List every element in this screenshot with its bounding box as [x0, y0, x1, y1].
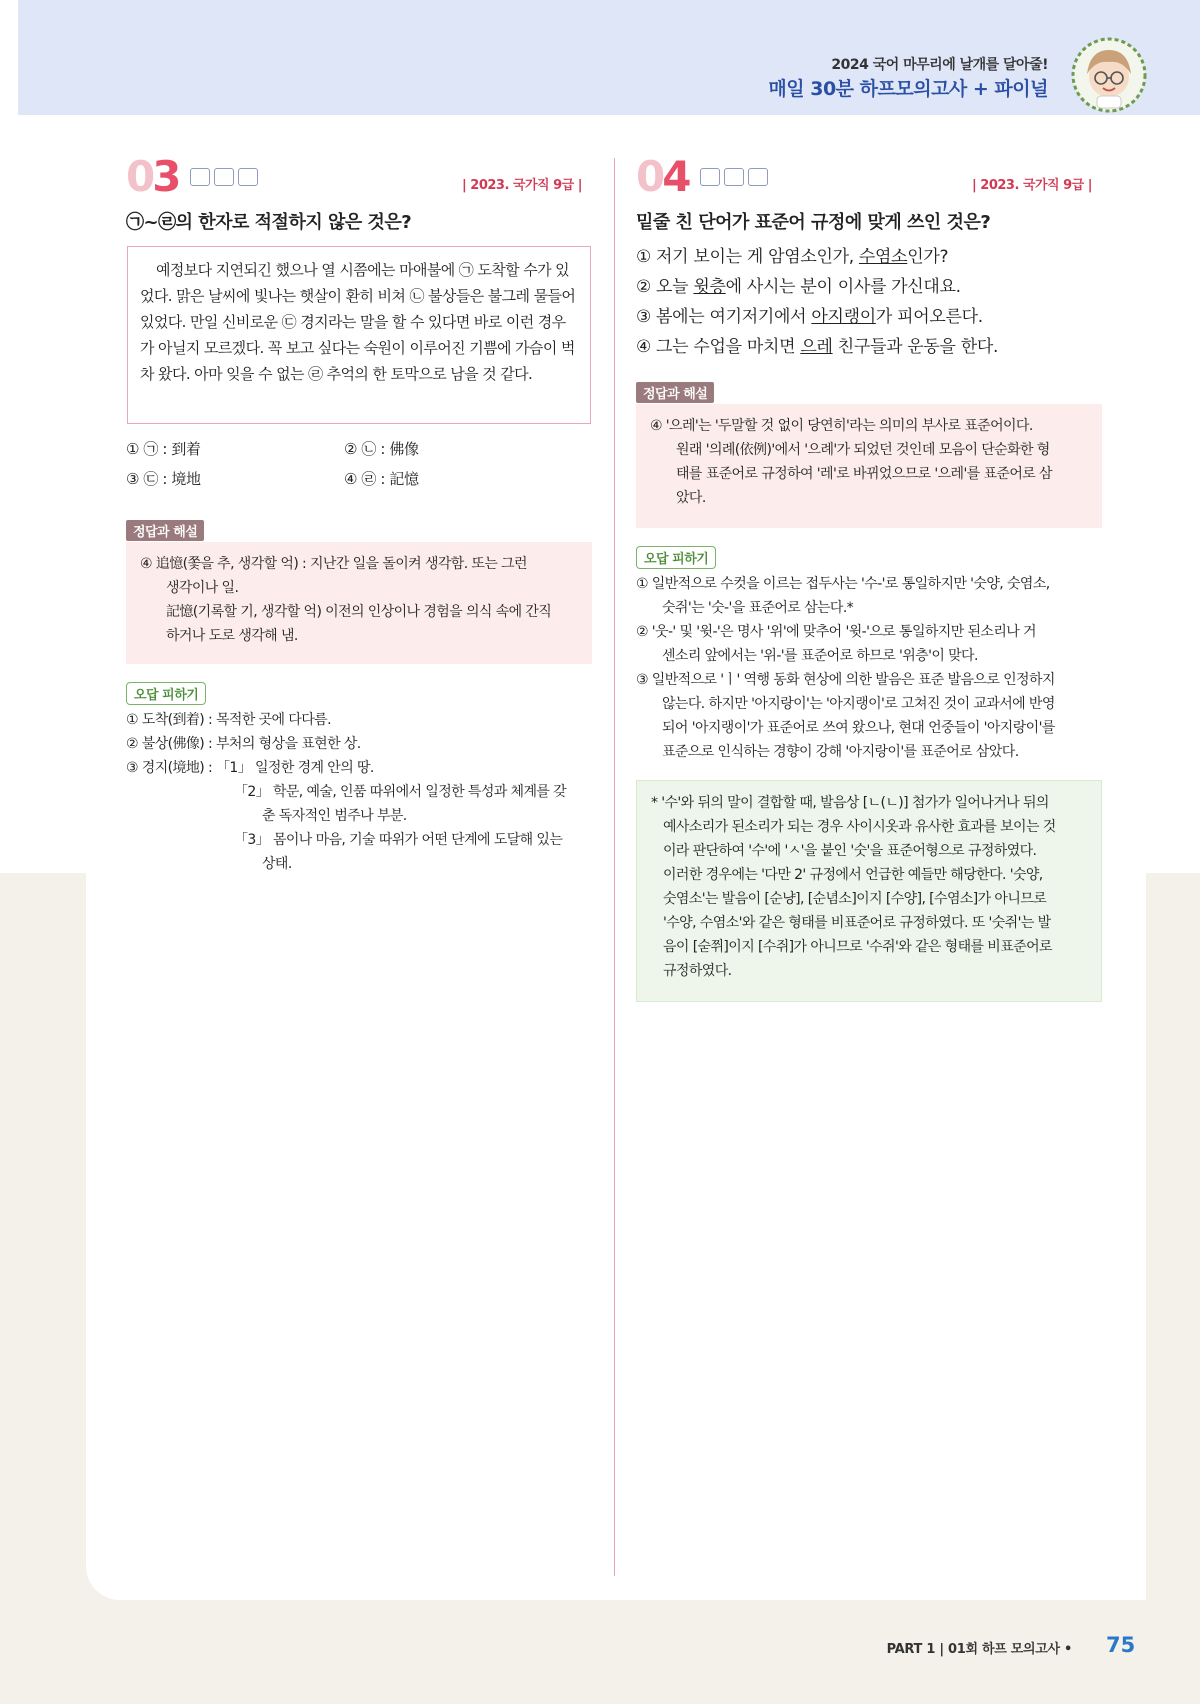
answer-explanation-q3 [126, 542, 592, 664]
wrong-line: 표준으로 인식하는 경향이 강해 '아지랑이'를 표준어로 삼았다. [662, 744, 1019, 760]
note-line: * '수'와 뒤의 말이 결합할 때, 발음상 [ㄴ(ㄴ)] 첨가가 일어나거나 뒤의 [651, 795, 1049, 811]
header-title: 매일 30분 하프모의고사 + 파이널 [768, 78, 1048, 100]
question-text-q4: 밑줄 친 단어가 표준어 규정에 맞게 쓰인 것은? [636, 212, 991, 233]
wrong-line: ① 도착(到着) : 목적한 곳에 다다름. [126, 712, 331, 728]
option-3-q4[interactable]: ③ 봄에는 여기저기에서 아지랭이가 피어오른다. [636, 307, 983, 327]
answer-line: ④ '으레'는 '두말할 것 없이 당연히'라는 의미의 부사로 표준어이다. [650, 418, 1033, 434]
option-1-q3[interactable]: ① ㉠ : 到着 [126, 440, 201, 458]
review-checkboxes-q4[interactable] [700, 168, 768, 186]
wrong-line: ② 불상(佛像) : 부처의 형상을 표현한 상. [126, 736, 361, 752]
answer-line: 원래 '의례(依例)'에서 '으례'가 되었던 것인데 모음이 단순화한 형 [676, 442, 1050, 458]
wrong-line: ① 일반적으로 수컷을 이르는 접두사는 '수-'로 통일하지만 '숫양, 숫염소, [636, 576, 1050, 592]
page-number: 75 [1106, 1633, 1136, 1657]
answer-line: 記憶(기록할 기, 생각할 억) 이전의 인상이나 경험을 의식 속에 간직 [166, 604, 552, 620]
teacher-avatar-icon [1070, 36, 1148, 114]
option-4-q3[interactable]: ④ ㉣ : 記憶 [344, 470, 419, 488]
checkbox[interactable] [238, 168, 258, 186]
note-line: 예사소리가 된소리가 되는 경우 사이시옷과 유사한 효과를 보이는 것 [663, 819, 1056, 835]
wrong-line: 「2」 학문, 예술, 인품 따위에서 일정한 특성과 체계를 갖 [234, 784, 567, 800]
review-checkboxes-q3[interactable] [190, 168, 258, 186]
answer-line: 았다. [676, 490, 706, 506]
wrong-tag-q4: 오답 피하기 [636, 546, 716, 569]
footer-part-label: PART 1 | 01회 하프 모의고사 • [886, 1642, 1072, 1657]
answer-line: 태를 표준어로 규정하여 '레'로 바뀌었으므로 '으레'를 표준어로 삼 [676, 466, 1052, 482]
wrong-answers-q3 [126, 708, 596, 876]
option-2-q3[interactable]: ② ㉡ : 佛像 [344, 440, 419, 458]
option-3-q3[interactable]: ③ ㉢ : 境地 [126, 470, 201, 488]
question-number-4: 04 [636, 152, 689, 201]
wrong-line: 상태. [262, 856, 292, 872]
answer-line: 하거나 도로 생각해 냄. [166, 628, 298, 644]
question-text-q3: ㉠~㉣의 한자로 적절하지 않은 것은? [126, 212, 412, 233]
note-line: 이라 판단하여 '수'에 'ㅅ'을 붙인 '숫'을 표준어형으로 규정하였다. [663, 843, 1037, 859]
source-label-q3: | 2023. 국가직 9급 | [462, 178, 582, 193]
footnote-box [636, 780, 1102, 1002]
wrong-line: 숫쥐'는 '숫-'을 표준어로 삼는다.* [662, 600, 854, 616]
note-line: 숫염소'는 발음이 [순냥], [순념소]이지 [수양], [수염소]가 아니므로 [663, 891, 1047, 907]
wrong-line: 센소리 앞에서는 '위-'를 표준어로 하므로 '위층'이 맞다. [662, 648, 978, 664]
reading-passage: 예정보다 지연되긴 했으나 열 시쯤에는 마애불에 ㉠ 도착할 수가 있었다. 맑은 날씨에 빛나는 햇살이 환히 비쳐 ㉡ 불상들은 불그레 물들어 있었다. 만일 신비로운 ㉢ 경지라는 말을 할 수 있다면 바로 이런 경우가 아닐지 모르겠다. 꼭 보고 싶다는 숙원이 이루어진 기쁨에 가슴이 벅차 왔다. 아마 잊을 수 없는 ㉣ 추억의 한 토막으로 남을 것 같다. [127, 246, 591, 424]
wrong-line: 않는다. 하지만 '아지랑이'는 '아지랭이'로 고쳐진 것이 교과서에 반영 [662, 696, 1055, 712]
checkbox[interactable] [700, 168, 720, 186]
wrong-line: 「3」 몸이나 마음, 기술 따위가 어떤 단계에 도달해 있는 [234, 832, 563, 848]
answer-explanation-q4 [636, 404, 1102, 528]
answer-line: 생각이나 일. [166, 580, 239, 596]
wrong-line: 춘 독자적인 범주나 부분. [262, 808, 407, 824]
checkbox[interactable] [214, 168, 234, 186]
header-subtitle: 2024 국어 마무리에 날개를 달아줄! [831, 57, 1048, 73]
option-2-q4[interactable]: ② 오늘 윗층에 사시는 분이 이사를 가신대요. [636, 277, 961, 297]
wrong-answers-q4 [636, 572, 1106, 764]
wrong-line: ② '웃-' 및 '윗-'은 명사 '위'에 맞추어 '윗-'으로 통일하지만 된소리나 거 [636, 624, 1036, 640]
option-1-q4[interactable]: ① 저기 보이는 게 암염소인가, 수염소인가? [636, 247, 949, 267]
wrong-line: ③ 경지(境地) : 「1」 일정한 경계 안의 땅. [126, 760, 374, 776]
wrong-line: ③ 일반적으로 'ㅣ' 역행 동화 현상에 의한 발음은 표준 발음으로 인정하지 [636, 672, 1055, 688]
answer-line: ④ 追憶(쫓을 추, 생각할 억) : 지난간 일을 돌이켜 생각함. 또는 그런 [140, 556, 527, 572]
note-line: 음이 [숟쮜]이지 [수쥐]가 아니므로 '수쥐'와 같은 형태를 비표준어로 [663, 939, 1052, 955]
note-line: '수양, 수염소'와 같은 형태를 비표준어로 규정하였다. 또 '숫쥐'는 발 [663, 915, 1051, 931]
wrong-line: 되어 '아지랭이'가 표준어로 쓰여 왔으나, 현대 언중들이 '아지랑이'를 [662, 720, 1055, 736]
note-line: 이러한 경우에는 '다만 2' 규정에서 언급한 예들만 해당한다. '숫양, [663, 867, 1043, 883]
source-label-q4: | 2023. 국가직 9급 | [972, 178, 1092, 193]
option-4-q4[interactable]: ④ 그는 수업을 마치면 으레 친구들과 운동을 한다. [636, 337, 999, 357]
answer-tag-q3: 정답과 해설 [126, 520, 204, 541]
checkbox[interactable] [190, 168, 210, 186]
answer-tag-q4: 정답과 해설 [636, 382, 714, 403]
checkbox[interactable] [748, 168, 768, 186]
question-number-3: 03 [126, 152, 179, 201]
checkbox[interactable] [724, 168, 744, 186]
wrong-tag-q3: 오답 피하기 [126, 682, 206, 705]
column-divider [614, 158, 615, 1576]
note-line: 규정하였다. [663, 963, 732, 979]
